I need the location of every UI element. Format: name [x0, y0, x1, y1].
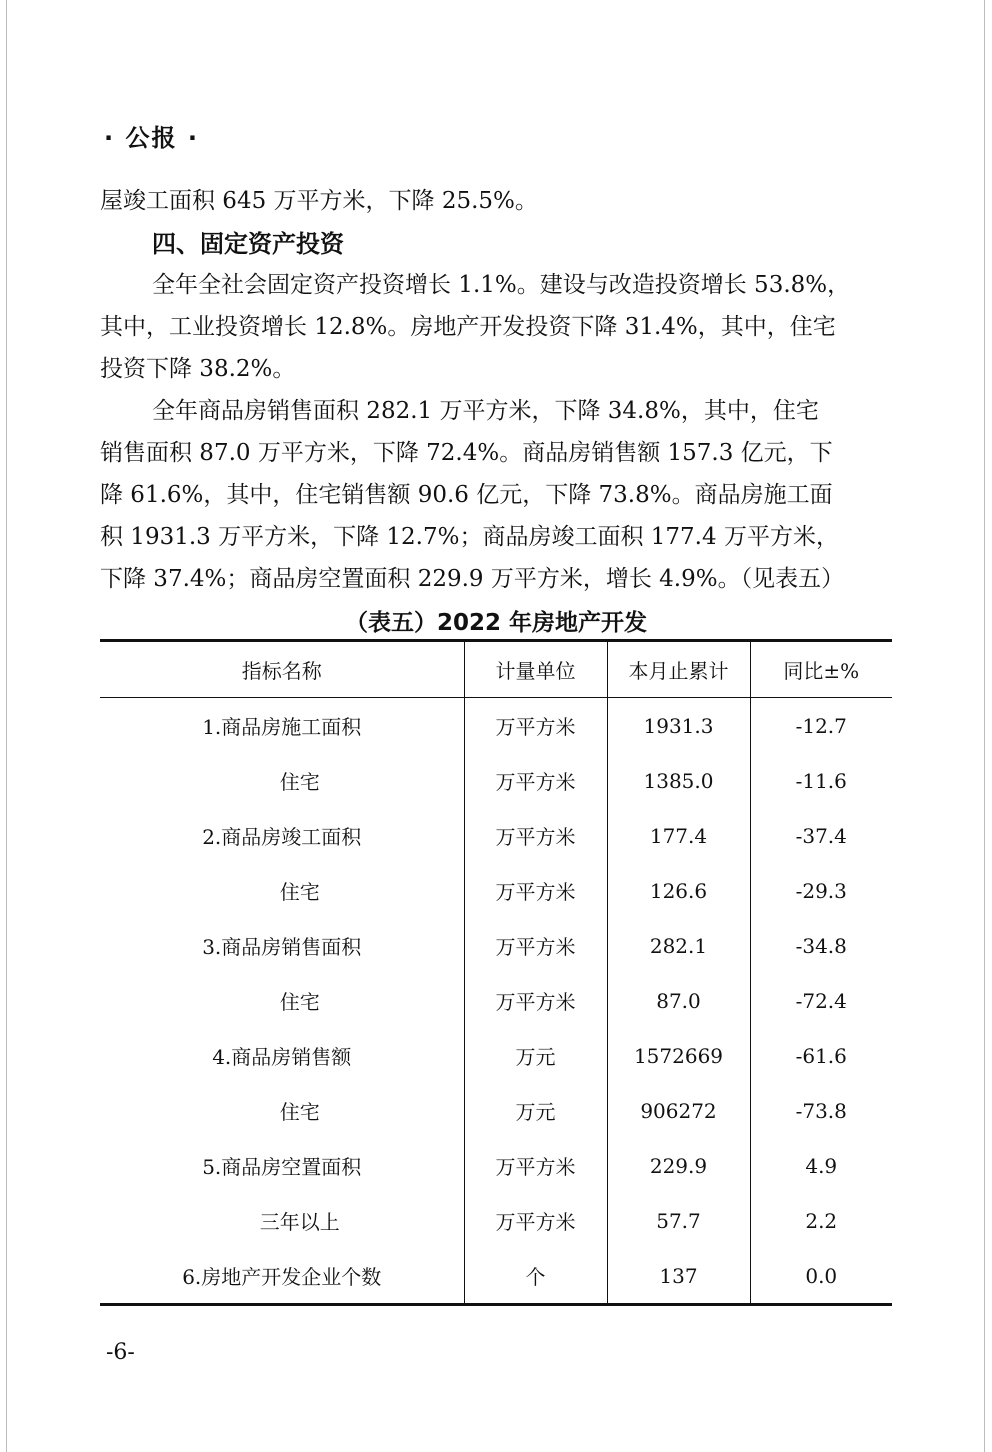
row-yoy: -12.7	[750, 698, 892, 754]
row-unit: 万平方米	[464, 1138, 607, 1193]
row-unit: 万平方米	[464, 808, 607, 863]
row-value: 906272	[607, 1083, 750, 1138]
row-unit: 万平方米	[464, 698, 607, 754]
row-yoy: 0.0	[750, 1248, 892, 1305]
header-indicator: 指标名称	[241, 659, 322, 683]
row-value: 137	[607, 1248, 750, 1305]
table-row	[100, 1138, 892, 1193]
row-value: 177.4	[607, 808, 750, 863]
table-row	[100, 808, 892, 863]
row-yoy: -73.8	[750, 1083, 892, 1138]
row-value: 229.9	[607, 1138, 750, 1193]
row-unit: 万元	[464, 1083, 607, 1138]
table-header-row	[100, 641, 892, 698]
table-row	[100, 918, 892, 973]
paragraph-line: 其中，工业投资增长 12.8%。房地产开发投资下降 31.4%，其中，住宅	[100, 314, 836, 340]
table-row	[100, 863, 892, 918]
row-name: 住宅	[279, 990, 320, 1014]
row-unit: 万元	[464, 1028, 607, 1083]
row-value: 57.7	[607, 1193, 750, 1248]
row-value: 126.6	[607, 863, 750, 918]
section-title: 四、固定资产投资	[152, 230, 344, 258]
paragraph-line: 降 61.6%，其中，住宅销售额 90.6 亿元，下降 73.8%。商品房施工面	[100, 482, 833, 508]
real-estate-table	[100, 639, 892, 1306]
header-unit: 计量单位	[464, 641, 607, 698]
row-yoy: -61.6	[750, 1028, 892, 1083]
row-unit: 万平方米	[464, 973, 607, 1028]
table-row	[100, 1248, 892, 1305]
row-name: 4.商品房销售额	[212, 1045, 352, 1069]
row-unit: 万平方米	[464, 753, 607, 808]
page-number: -6-	[106, 1340, 135, 1365]
intro-text	[100, 180, 892, 222]
row-name: 1.商品房施工面积	[202, 715, 362, 739]
row-name: 3.商品房销售面积	[202, 935, 362, 959]
table-caption: （表五）2022 年房地产开发	[344, 610, 648, 636]
row-value: 1931.3	[607, 698, 750, 754]
paragraph-line: 下降 37.4%；商品房空置面积 229.9 万平方米，增长 4.9%。（见表五）	[100, 566, 845, 592]
paragraph-line: 全年商品房销售面积 282.1 万平方米，下降 34.8%，其中，住宅	[152, 398, 819, 424]
row-yoy: -11.6	[750, 753, 892, 808]
table-row	[100, 1083, 892, 1138]
row-value: 87.0	[607, 973, 750, 1028]
page-right-border	[984, 0, 985, 1452]
row-name: 住宅	[279, 880, 320, 904]
paragraph-line: 积 1931.3 万平方米，下降 12.7%；商品房竣工面积 177.4 万平方米，	[100, 524, 839, 550]
header-cumulative: 本月止累计	[607, 641, 750, 698]
row-yoy: -34.8	[750, 918, 892, 973]
row-unit: 万平方米	[464, 863, 607, 918]
bulletin-header: · 公报 ·	[104, 124, 199, 152]
row-value: 1572669	[607, 1028, 750, 1083]
paragraph-real-estate	[100, 390, 892, 600]
table-row	[100, 1028, 892, 1083]
paragraph-line: 销售面积 87.0 万平方米，下降 72.4%。商品房销售额 157.3 亿元，下	[100, 440, 833, 466]
row-yoy: -37.4	[750, 808, 892, 863]
table-row	[100, 1193, 892, 1248]
paragraph-investment	[100, 264, 892, 390]
row-name: 5.商品房空置面积	[202, 1155, 362, 1179]
paragraph-line: 全年全社会固定资产投资增长 1.1%。建设与改造投资增长 53.8%，	[152, 272, 851, 298]
row-yoy: -29.3	[750, 863, 892, 918]
row-yoy: -72.4	[750, 973, 892, 1028]
row-value: 282.1	[607, 918, 750, 973]
table-row	[100, 698, 892, 754]
row-unit: 万平方米	[464, 1193, 607, 1248]
row-name: 三年以上	[259, 1210, 340, 1234]
intro-line: 屋竣工面积 645 万平方米，下降 25.5%。	[100, 188, 538, 214]
row-yoy: 2.2	[750, 1193, 892, 1248]
row-value: 1385.0	[607, 753, 750, 808]
row-name: 6.房地产开发企业个数	[182, 1265, 382, 1289]
table-row	[100, 973, 892, 1028]
row-name: 住宅	[279, 1100, 320, 1124]
header-yoy: 同比±%	[750, 641, 892, 698]
page-left-border	[6, 0, 7, 1452]
row-unit: 万平方米	[464, 918, 607, 973]
row-unit: 个	[464, 1248, 607, 1305]
row-name: 住宅	[279, 770, 320, 794]
row-name: 2.商品房竣工面积	[202, 825, 362, 849]
paragraph-line: 投资下降 38.2%。	[100, 356, 296, 382]
table-row	[100, 753, 892, 808]
row-yoy: 4.9	[750, 1138, 892, 1193]
